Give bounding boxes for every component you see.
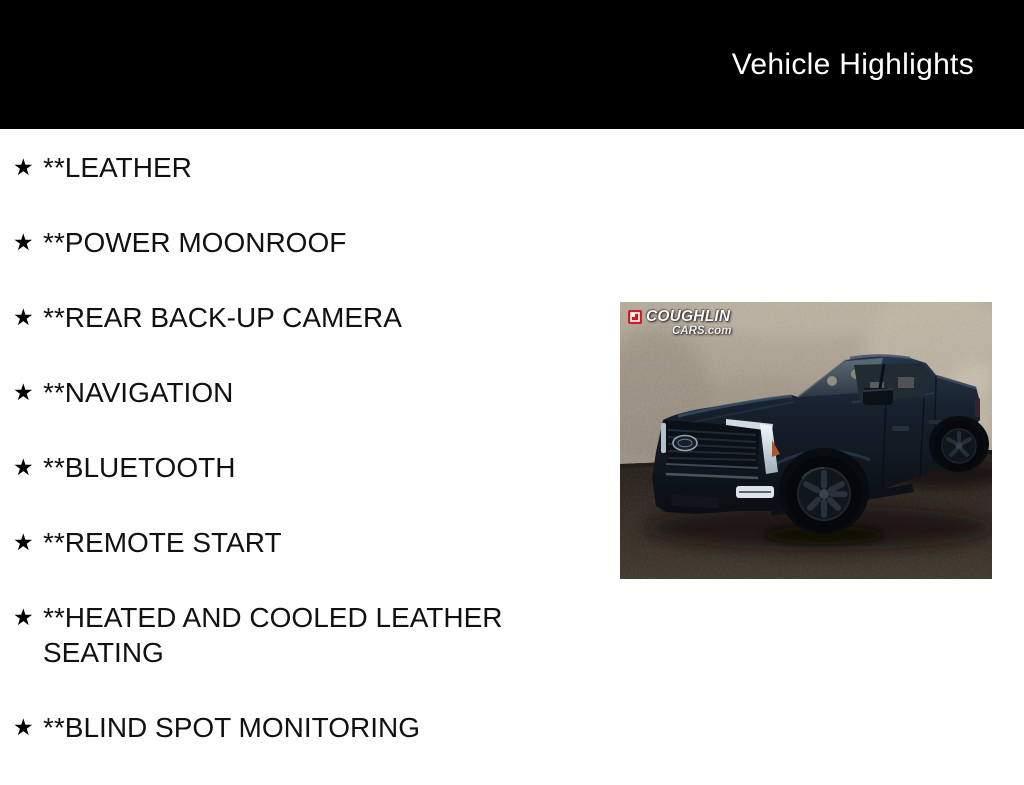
vehicle-highlights-list	[13, 150, 561, 785]
highlight-label: **BLUETOOTH	[43, 452, 236, 483]
header-bar	[0, 0, 1024, 129]
star-bullet-icon: ★	[13, 714, 34, 740]
highlight-label: **BLIND SPOT MONITORING	[43, 712, 421, 743]
vehicle-photo	[620, 302, 992, 579]
highlight-label: **REMOTE START	[43, 527, 282, 558]
highlight-label: **LEATHER	[43, 152, 192, 183]
list-item	[13, 525, 561, 560]
star-bullet-icon: ★	[13, 304, 34, 330]
highlight-label: **REAR BACK-UP CAMERA	[43, 302, 402, 333]
star-bullet-icon: ★	[13, 229, 34, 255]
page-title: Vehicle Highlights	[731, 47, 974, 81]
list-item	[13, 450, 561, 485]
list-item	[13, 600, 561, 670]
highlight-label: **POWER MOONROOF	[43, 227, 347, 258]
list-item	[13, 225, 561, 260]
coughlin-logo-icon	[628, 310, 642, 329]
star-bullet-icon: ★	[13, 454, 34, 480]
list-item	[13, 300, 561, 335]
star-bullet-icon: ★	[13, 604, 34, 630]
list-item	[13, 150, 561, 185]
star-bullet-icon: ★	[13, 529, 34, 555]
highlight-label: **NAVIGATION	[43, 377, 234, 408]
watermark-brand: COUGHLIN	[646, 308, 731, 325]
watermark	[628, 309, 731, 337]
watermark-domain: CARS.com	[672, 325, 732, 337]
highlight-label: **HEATED AND COOLED LEATHER SEATING	[43, 602, 503, 668]
list-item	[13, 375, 561, 410]
list-item	[13, 710, 561, 745]
truck-image	[620, 302, 992, 579]
star-bullet-icon: ★	[13, 379, 34, 405]
star-bullet-icon: ★	[13, 154, 34, 180]
